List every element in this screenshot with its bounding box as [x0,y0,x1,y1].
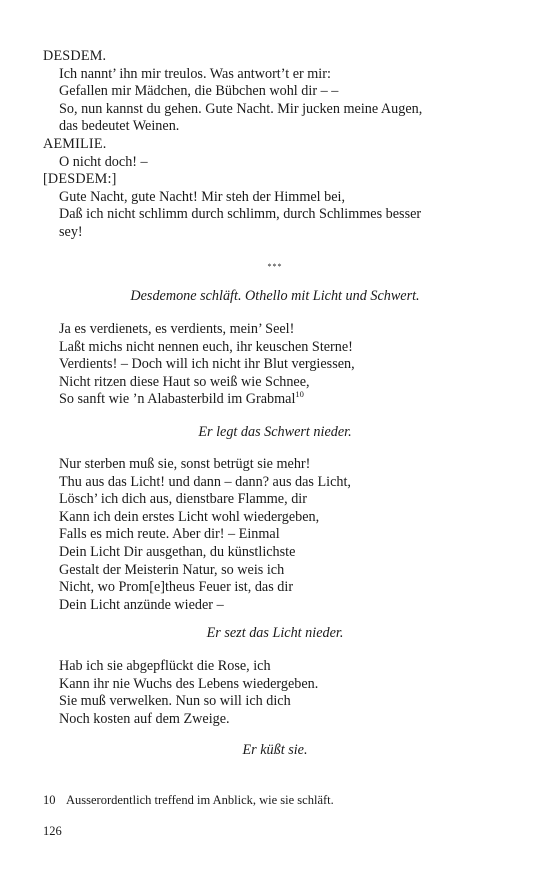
verse-line: So, nun kannst du gehen. Gute Nacht. Mir jucken meine Augen, [59,100,423,117]
verse-line [59,509,519,527]
verse-line [59,544,519,562]
verse-line [59,676,519,694]
speaker-name: [DESDEM:] [43,171,117,188]
verse-text: Dein Licht anzünde wieder – [59,596,224,613]
verse-line [59,491,519,509]
page-number: 126 [43,824,62,838]
footnote-reference[interactable]: 10 [295,389,304,400]
verse-text: Noch kosten auf dem Zweige. [59,710,230,727]
verse-line: Gefallen mir Mädchen, die Bübchen wohl dir – – [59,83,339,100]
footnote-text: Ausserordentlich treffend im Anblick, wie sie schläft. [66,793,334,807]
verse-text: Sie muß verwelken. Nun so will ich dich [59,693,291,710]
verse-text: Kann ich dein erstes Licht wohl wiedergeben, [59,508,320,525]
verse-text: Ja es verdienets, es verdients, mein’ Seel! [59,321,295,337]
verse-line [59,562,519,580]
verse-line [59,597,519,615]
verse-line [59,474,519,492]
verse-text: So sanft wie ’n Alabasterbild im Grabmal [59,391,296,408]
verse-text: Nicht, wo Prom[e]theus Feuer ist, das dir [59,579,294,596]
verse-text: Falls es mich reute. Aber dir! – Einmal [59,526,280,543]
verse-line [59,456,519,474]
verse-text: Nicht ritzen diese Haut so weiß wie Schnee, [59,373,310,390]
verse-text: Kann ihr nie Wuchs des Lebens wiedergeben. [59,675,319,692]
verse-line: das bedeutet Weinen. [59,118,180,135]
verse-text: Thu aus das Licht! und dann – dann? aus das Licht, [59,473,351,490]
verse-block-3 [59,658,519,728]
verse-text: Lösch’ ich dich aus, dienstbare Flamme, dir [59,491,307,508]
verse-text: Gestalt der Meisterin Natur, so weis ich [59,561,285,578]
verse-text: Verdients! – Doch will ich nicht ihr Blut vergiessen, [59,356,355,373]
dialogue-block [43,48,513,242]
verse-line [59,339,519,357]
stage-direction-1: Desdemone schläft. Othello mit Licht und Schwert. [130,288,420,304]
verse-line: sey! [59,223,83,240]
verse-line [59,356,519,374]
stage-direction-3: Er sezt das Licht nieder. [206,625,344,641]
footnote [43,792,334,810]
section-separator: *** [267,262,283,271]
verse-line [59,693,519,711]
verse-block-1 [59,321,519,409]
verse-line [59,391,519,409]
verse-line [59,526,519,544]
verse-line: Gute Nacht, gute Nacht! Mir steh der Himmel bei, [59,188,346,205]
speaker-name: DESDEM. [43,48,107,64]
verse-block-2 [59,456,519,614]
verse-text: Laßt michs nicht nennen euch, ihr keuschen Sterne! [59,338,353,355]
verse-line [59,579,519,597]
speaker-name: AEMILIE. [43,135,107,152]
verse-line: Daß ich nicht schlimm durch schlimm, durch Schlimmes besser [59,206,422,223]
verse-line: O nicht doch! – [59,153,148,170]
stage-direction-4: Er küßt sie. [242,742,308,758]
verse-text: Dein Licht Dir ausgethan, du künstlichste [59,543,296,560]
verse-text: Nur sterben muß sie, sonst betrügt sie mehr! [59,456,311,472]
footnote-number: 10 [43,793,56,807]
stage-direction-2: Er legt das Schwert nieder. [198,424,352,440]
verse-line [59,374,519,392]
verse-text: Hab ich sie abgepflückt die Rose, ich [59,658,271,674]
verse-line [59,711,519,729]
verse-line: Ich nannt’ ihn mir treulos. Was antwort’t er mir: [59,65,331,82]
verse-line [59,658,519,676]
verse-line [59,321,519,339]
